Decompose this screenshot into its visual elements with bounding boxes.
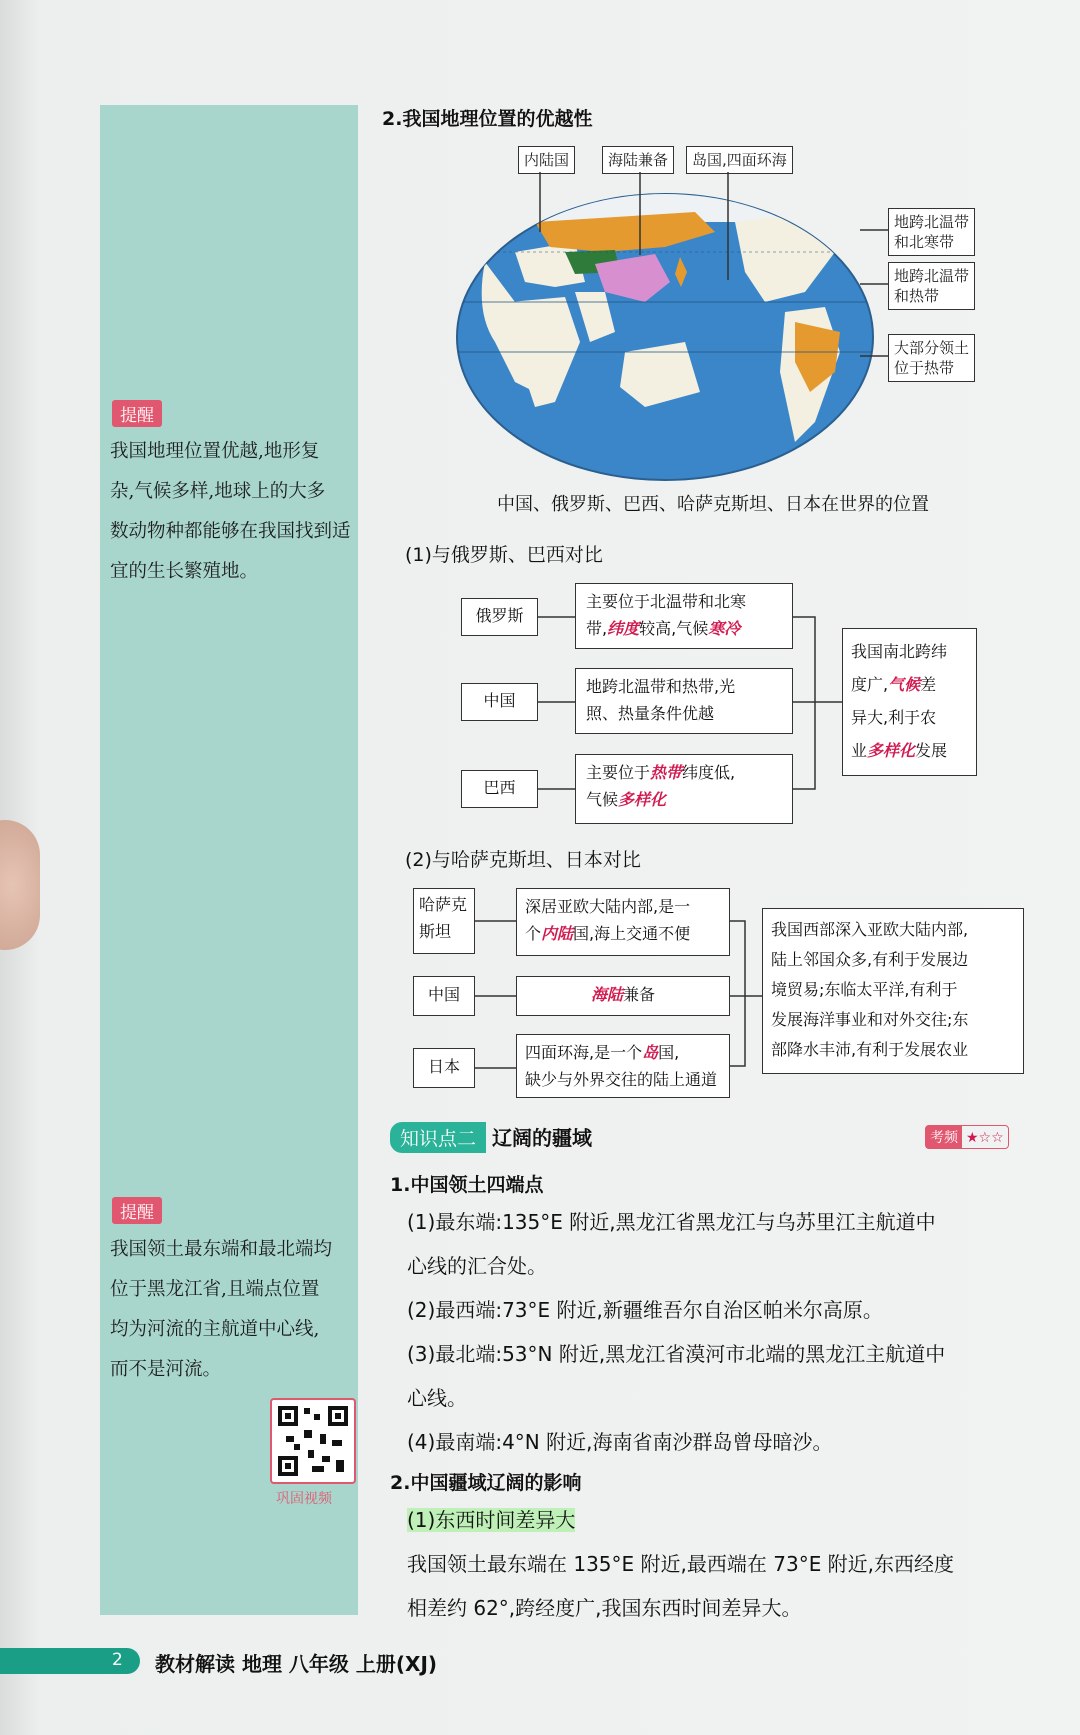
tip-text: 我国地理位置优越,地形复 杂,气候多样,地球上的大多 数动物种都能够在我国找到适 宜的生长繁殖地。 <box>110 441 351 582</box>
influence-title: 2.中国疆域辽阔的影响 <box>390 1472 582 1494</box>
compare2-title: (2)与哈萨克斯坦、日本对比 <box>405 849 641 871</box>
country-china: 中国 <box>461 683 538 721</box>
page-footer <box>0 1640 1080 1680</box>
brazil-climate: 主要位于热带纬度低, 气候多样化 <box>575 754 793 824</box>
tip-text: 我国领土最东端和最北端均 位于黑龙江省,且端点位置 均为河流的主航道中心线, 而不是河流。 <box>110 1239 333 1380</box>
exam-frequency: 考频 ★☆☆ <box>925 1125 1009 1149</box>
frequency-stars: ★☆☆ <box>966 1130 1004 1146</box>
jp-location: 四面环海,是一个岛国, 缺少与外界交往的陆上通道 <box>516 1034 730 1098</box>
country-china-2: 中国 <box>413 976 475 1016</box>
compare1-conclusion: 我国南北跨纬 度广,气候差 异大,利于农 业多样化发展 <box>842 628 977 776</box>
extremes-body: (1)最东端:135°E 附近,黑龙江省黑龙江与乌苏里江主航道中 心线的汇合处。 (2)最西端:73°E 附近,新疆维吾尔自治区帕米尔高原。 (3)最北端:53°N 附近,黑龙江省漠河市北端的黑龙江主航道中 心线。 (4)最南端:4°N 附近,海南省南沙群岛曾母暗沙。 <box>407 1210 946 1454</box>
section-title: 2.我国地理位置的优越性 <box>382 108 593 130</box>
knowledge-point-title: 辽阔的疆域 <box>492 1126 593 1150</box>
compare1-title: (1)与俄罗斯、巴西对比 <box>405 544 603 566</box>
extremes-title: 1.中国领土四端点 <box>390 1174 544 1196</box>
country-japan: 日本 <box>413 1048 475 1088</box>
china-climate: 地跨北温带和热带,光 照、热量条件优越 <box>575 668 793 734</box>
map-label-russia: 地跨北温带 和北寒带 <box>888 208 975 256</box>
page-number: 2 <box>112 1650 123 1670</box>
map-caption: 中国、俄罗斯、巴西、哈萨克斯坦、日本在世界的位置 <box>497 494 929 515</box>
map-label-brazil: 大部分领土 位于热带 <box>888 334 975 382</box>
influence-body: (1)东西时间差异大 我国领土最东端在 135°E 附近,最西端在 73°E 附近,东西经度 相差约 62°,跨经度广,我国东西时间差异大。 <box>407 1508 955 1620</box>
tip-badge: 提醒 <box>112 1197 162 1224</box>
compare2-conclusion: 我国西部深入亚欧大陆内部, 陆上邻国众多,有利于发展边 境贸易;东临太平洋,有利于 发展海洋事业和对外交往;东 部降水丰沛,有利于发展农业 <box>762 908 1024 1074</box>
knowledge-point-header <box>390 1122 592 1152</box>
country-russia: 俄罗斯 <box>461 598 538 636</box>
country-kazakhstan: 哈萨克 斯坦 <box>413 888 475 954</box>
influence-subtitle: (1)东西时间差异大 <box>407 1508 576 1532</box>
knowledge-point-tag: 知识点二 <box>390 1122 486 1153</box>
book-title: 教材解读 地理 八年级 上册(XJ) <box>155 1652 438 1676</box>
map-label-china: 地跨北温带 和热带 <box>888 262 975 310</box>
cn-location: 海陆兼备 <box>516 976 730 1016</box>
qr-label: 巩固视频 <box>276 1491 332 1507</box>
russia-climate: 主要位于北温带和北寒 带,纬度较高,气候寒冷 <box>575 583 793 649</box>
country-brazil: 巴西 <box>461 770 538 808</box>
map-label-island: 岛国,四面环海 <box>686 146 793 174</box>
map-label-land-sea: 海陆兼备 <box>602 146 674 174</box>
kz-location: 深居亚欧大陆内部,是一 个内陆国,海上交通不便 <box>516 888 730 956</box>
map-label-landlocked: 内陆国 <box>518 146 575 174</box>
tip-badge: 提醒 <box>112 400 162 427</box>
